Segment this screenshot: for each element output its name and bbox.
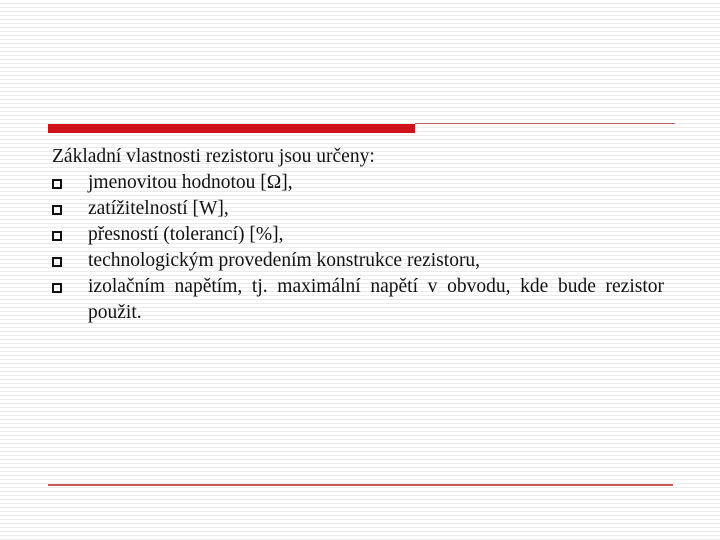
square-outline-icon (52, 283, 62, 293)
top-divider (48, 122, 675, 134)
list-item-text: technologickým provedením konstrukce rezistoru, (88, 250, 481, 271)
square-outline-icon (52, 205, 62, 215)
square-outline-icon (52, 179, 62, 189)
list-item (52, 248, 664, 274)
intro-text: Základní vlastnosti rezistoru jsou určeny: (52, 146, 375, 167)
list-item (52, 170, 664, 196)
bullet-list (52, 170, 664, 326)
slide-content (52, 144, 664, 326)
list-item-text: jmenovitou hodnotou [Ω], (88, 172, 293, 193)
list-item-text: zatížitelností [W], (88, 198, 229, 219)
square-outline-icon (52, 231, 62, 241)
list-item (52, 222, 664, 248)
top-divider-line (415, 123, 675, 124)
list-item (52, 274, 664, 326)
list-item-text: přesností (tolerancí) [%], (88, 224, 284, 245)
list-item-text: izolačním napětím, tj. maximální napětí v obvodu, kde bude rezistor použit. (88, 276, 664, 323)
bottom-divider (48, 484, 673, 486)
top-divider-accent-bar (48, 124, 415, 133)
list-item (52, 196, 664, 222)
square-outline-icon (52, 257, 62, 267)
